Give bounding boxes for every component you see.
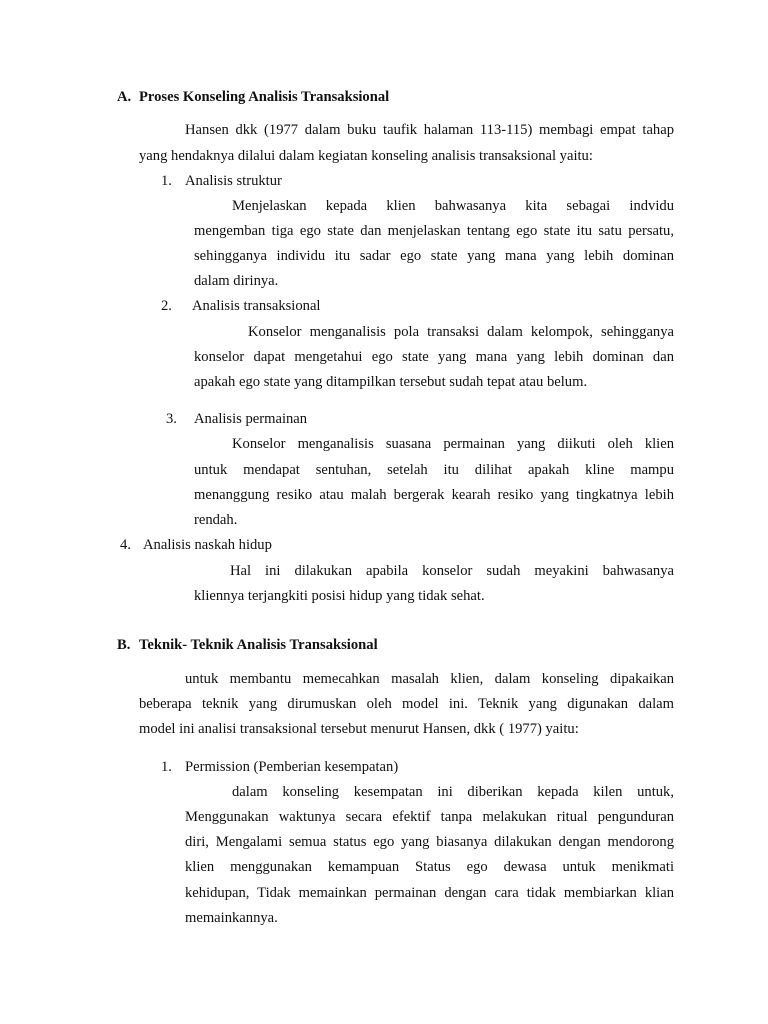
section-b-intro-line: beberapa teknik yang dirumuskan oleh model ini. Teknik yang digunakan dalam: [139, 696, 674, 712]
section-b-title: Teknik- Teknik Analisis Transaksional: [139, 637, 378, 653]
item-text-line: Konselor menganalisis pola transaksi dalam kelompok, sehingganya: [248, 324, 674, 340]
item-text-line: konselor dapat mengetahui ego state yang mana yang lebih dominan dan: [194, 349, 674, 365]
item-number: 1.: [161, 173, 172, 189]
section-a-marker: A.: [117, 89, 132, 105]
section-b-marker: B.: [117, 637, 131, 653]
item-text-line: Konselor menganalisis suasana permainan yang diikuti oleh klien: [232, 436, 674, 452]
item-title: Analisis transaksional: [192, 298, 321, 314]
item-text-line: Hal ini dilakukan apabila konselor sudah meyakini bahwasanya: [230, 563, 674, 579]
item-text-line: dalam dirinya.: [194, 273, 279, 289]
item-number: 2.: [161, 298, 172, 314]
item-text-line: sehingganya individu itu sadar ego state yang mana yang lebih dominan: [194, 248, 674, 264]
item-text-line: mengemban tiga ego state dan menjelaskan tentang ego state itu satu persatu,: [194, 223, 674, 239]
item-title: Analisis naskah hidup: [143, 537, 272, 553]
section-a-intro-line: Hansen dkk (1977 dalam buku taufik halaman 113-115) membagi empat tahap: [185, 122, 674, 138]
item-number: 3.: [166, 411, 177, 427]
item-text-line: Menjelaskan kepada klien bahwasanya kita sebagai indvidu: [232, 198, 674, 214]
item-text-line: kliennya terjangkiti posisi hidup yang tidak sehat.: [194, 588, 485, 604]
item-text-line: untuk mendapat sentuhan, setelah itu dilihat apakah kline mampu: [194, 462, 674, 478]
item-number: 1.: [161, 759, 172, 775]
item-number: 4.: [120, 537, 131, 553]
item-title: Analisis struktur: [185, 173, 282, 189]
item-text-line: apakah ego state yang ditampilkan tersebut sudah tepat atau belum.: [194, 374, 588, 390]
item-text-line: kehidupan, Tidak memainkan permainan dengan cara tidak membiarkan klian: [185, 885, 674, 901]
section-b-intro-line: untuk membantu memecahkan masalah klien, dalam konseling dipakaikan: [185, 671, 674, 687]
item-text-line: dalam konseling kesempatan ini diberikan kepada kilen untuk,: [232, 784, 674, 800]
item-title: Analisis permainan: [194, 411, 308, 427]
item-title: Permission (Pemberian kesempatan): [185, 759, 399, 775]
section-a-title: Proses Konseling Analisis Transaksional: [139, 89, 390, 105]
item-text-line: rendah.: [194, 512, 238, 528]
section-a-intro-line: yang hendaknya dilalui dalam kegiatan konseling analisis transaksional yaitu:: [139, 148, 593, 164]
item-text-line: klien menggunakan kemampuan Status ego dewasa untuk menikmati: [185, 859, 674, 875]
item-text-line: Menggunakan waktunya secara efektif tanpa melakukan ritual pengunduran: [185, 809, 674, 825]
item-text-line: diri, Mengalami semua status ego yang biasanya dilakukan dengan mendorong: [185, 834, 674, 850]
item-text-line: memainkannya.: [185, 910, 278, 926]
section-b-intro-line: model ini analisi transaksional tersebut menurut Hansen, dkk ( 1977) yaitu:: [139, 721, 579, 737]
item-text-line: menanggung resiko atau malah bergerak kearah resiko yang tingkatnya lebih: [194, 487, 674, 503]
